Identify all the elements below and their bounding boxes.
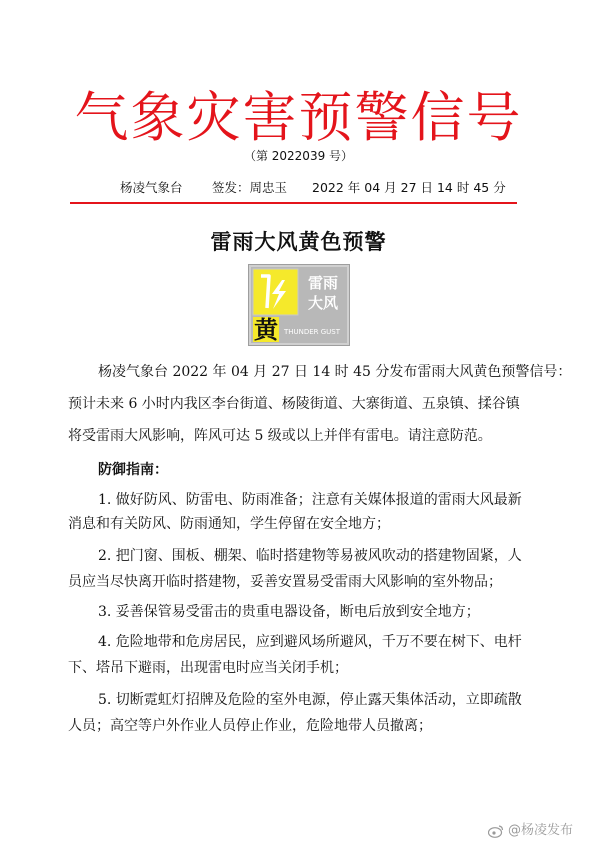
body-line-2: 预计未来 6 小时内我区李台街道、杨陵街道、大寨街道、五泉镇、揉谷镇 [68,396,520,412]
weibo-icon [488,824,504,838]
icon-label-gale: 大风 [307,294,339,312]
guide-line-9: 人员；高空等户外作业人员停止作业，危险地带人员撤离； [68,718,432,734]
icon-label-english: THUNDER GUST [283,328,341,336]
body-line-3: 将受雷雨大风影响，阵风可达 5 级或以上并伴有雷电。请注意防范。 [68,428,492,444]
thunder-gust-yellow-icon [248,264,350,346]
warning-title: 雷雨大风黄色预警 [210,230,387,254]
guide-line-3: 2. 把门窗、围板、棚架、临时搭建物等易被风吹动的搭建物固紧，人 [98,548,522,564]
icon-label-yellow-char: 黄 [254,316,278,344]
signer: 签发：周忠玉 [212,180,288,195]
issue-timestamp: 2022 年 04 月 27 日 14 时 45 分 [312,180,506,195]
header-divider [70,202,517,204]
guide-line-5: 3. 妥善保管易受雷击的贵重电器设备，断电后放到安全地方； [98,604,480,620]
guide-line-2: 消息和有关防风、防雨通知，学生停留在安全地方； [68,516,390,532]
guide-line-1: 1. 做好防风、防雷电、防雨准备；注意有关媒体报道的雷雨大风最新 [98,492,522,508]
guide-line-4: 员应当尽快离开临时搭建物，妥善安置易受雷雨大风影响的室外物品； [68,574,502,590]
body-line-1: 杨凌气象台 2022 年 04 月 27 日 14 时 45 分发布雷雨大风黄色预警信号： [98,364,572,380]
document-number: （第 2022039 号） [243,149,354,163]
icon-label-thunderstorm: 雷雨 [307,274,339,292]
guide-line-6: 4. 危险地带和危房居民，应到避风场所避风，千万不要在树下、电杆 [98,634,522,650]
watermark-text: @杨凌发布 [508,823,574,838]
guide-heading: 防御指南： [98,462,168,478]
page-title: 气象灾害预警信号 [74,86,523,149]
issuer-organization: 杨凌气象台 [120,180,183,195]
guide-line-8: 5. 切断霓虹灯招牌及危险的室外电源，停止露天集体活动，立即疏散 [98,692,522,708]
guide-line-7: 下、塔吊下避雨，出现雷电时应当关闭手机； [68,660,348,676]
